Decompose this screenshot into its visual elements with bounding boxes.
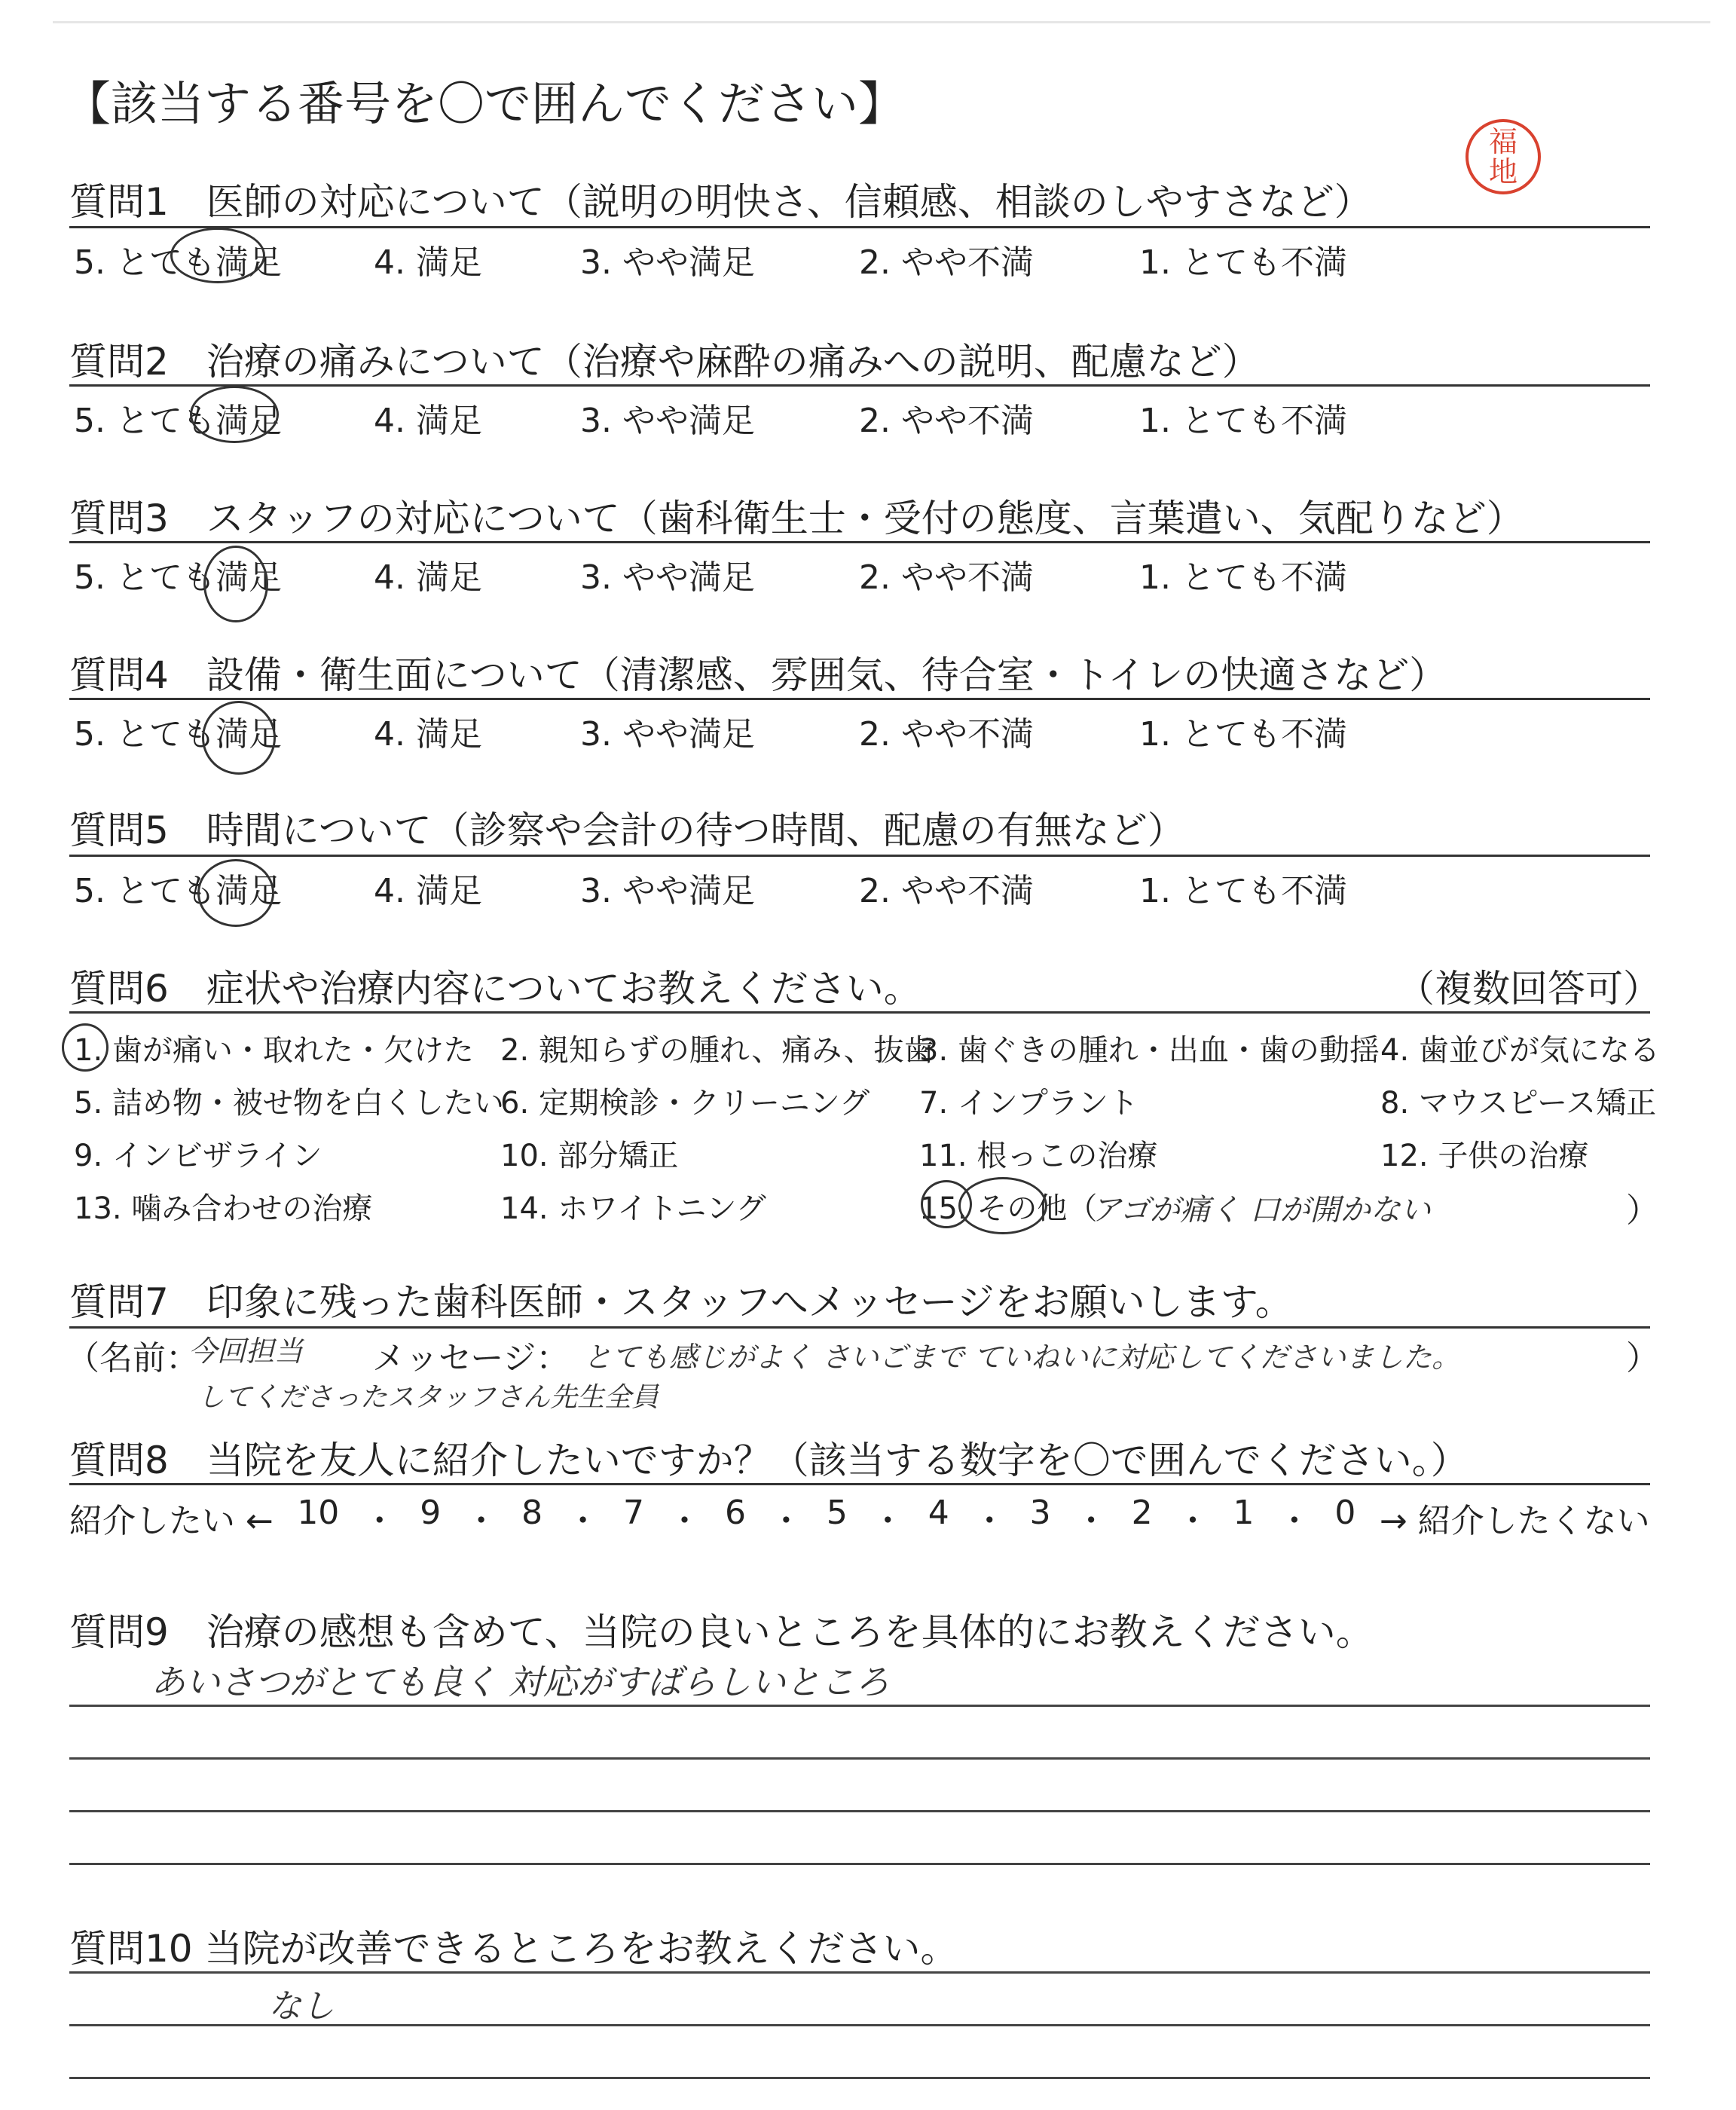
q5-option-2[interactable]: 2. やや不満 bbox=[859, 872, 1034, 910]
q7-message-handwritten: とても感じがよく さいごまで ていねいに対応してくださいました。 bbox=[583, 1341, 1461, 1374]
q8-scale bbox=[69, 1494, 1650, 1542]
seal-char-2: 地 bbox=[1488, 155, 1517, 188]
q9-answer-line-4 bbox=[69, 1863, 1650, 1865]
q7-name-handwritten-2: してくださったスタッフさん先生全員 bbox=[197, 1382, 659, 1413]
q6-option-11[interactable]: 11. 根っこの治療 bbox=[919, 1139, 1158, 1173]
q2-rule bbox=[69, 384, 1650, 387]
q2-option-5[interactable]: 5. とても満足 bbox=[74, 402, 282, 440]
q4-option-3[interactable]: 3. やや満足 bbox=[580, 715, 755, 754]
q8-scale-dot: ・ bbox=[464, 1502, 498, 1540]
q6-other-close-paren: ） bbox=[1626, 1191, 1659, 1230]
q7-name-label: （名前： bbox=[66, 1339, 199, 1378]
q1-rule bbox=[69, 226, 1650, 228]
q8-scale-right-label: → 紹介したくない bbox=[1379, 1502, 1650, 1540]
q7-close-paren: ） bbox=[1626, 1339, 1659, 1378]
q2-selection-circle bbox=[190, 386, 279, 443]
q6-option-13[interactable]: 13. 噛み合わせの治療 bbox=[74, 1191, 373, 1226]
q5-option-1[interactable]: 1. とても不満 bbox=[1139, 872, 1347, 910]
q6-other-circle bbox=[958, 1177, 1047, 1234]
q8-scale-dot: ・ bbox=[871, 1502, 905, 1540]
q1-option-3[interactable]: 3. やや満足 bbox=[580, 243, 755, 282]
seal-char-1: 福 bbox=[1488, 125, 1517, 158]
q5-option-4[interactable]: 4. 満足 bbox=[374, 872, 482, 910]
q3-option-4[interactable]: 4. 満足 bbox=[374, 558, 482, 597]
q9-answer-line-1 bbox=[69, 1705, 1650, 1707]
q10-heading: 質問10 当院が改善できるところをお教えください。 bbox=[69, 1927, 958, 1971]
q5-rule bbox=[69, 855, 1650, 857]
q1-heading: 質問1 医師の対応について（説明の明快さ、信頼感、相談のしやすさなど） bbox=[69, 180, 1372, 224]
q5-option-5[interactable]: 5. とても満足 bbox=[74, 872, 282, 910]
q8-scale-7[interactable]: 7 bbox=[623, 1494, 645, 1532]
q10-answer-handwritten: なし bbox=[268, 1987, 335, 2026]
q2-heading: 質問2 治療の痛みについて（治療や麻酔の痛みへの説明、配慮など） bbox=[69, 340, 1260, 384]
q1-option-2[interactable]: 2. やや不満 bbox=[859, 243, 1034, 282]
q8-scale-left-label: 紹介したい ← bbox=[69, 1502, 274, 1540]
q6-option-6[interactable]: 6. 定期検診・クリーニング bbox=[500, 1086, 870, 1121]
q6-option-2[interactable]: 2. 親知らずの腫れ、痛み、抜歯 bbox=[500, 1033, 934, 1068]
q8-scale-10[interactable]: 10 bbox=[297, 1494, 340, 1532]
q8-scale-5[interactable]: 5 bbox=[826, 1494, 848, 1532]
q8-scale-3[interactable]: 3 bbox=[1029, 1494, 1051, 1532]
q6-option-12[interactable]: 12. 子供の治療 bbox=[1380, 1139, 1589, 1173]
q4-option-2[interactable]: 2. やや不満 bbox=[859, 715, 1034, 754]
q6-option-14[interactable]: 14. ホワイトニング bbox=[500, 1191, 766, 1226]
q6-heading: 質問6 症状や治療内容についてお教えください。 bbox=[69, 967, 921, 1011]
q7-message-label: メッセージ： bbox=[372, 1339, 570, 1378]
q8-scale-dot: ・ bbox=[668, 1502, 701, 1540]
q1-option-4[interactable]: 4. 満足 bbox=[374, 243, 482, 282]
q9-answer-line-3 bbox=[69, 1810, 1650, 1812]
q8-scale-dot: ・ bbox=[362, 1502, 396, 1540]
q8-scale-dot: ・ bbox=[1176, 1502, 1210, 1540]
q10-answer-line-2 bbox=[69, 2024, 1650, 2026]
q4-heading: 質問4 設備・衛生面について（清潔感、雰囲気、待合室・トイレの快適さなど） bbox=[69, 653, 1447, 697]
q8-scale-dot: ・ bbox=[566, 1502, 600, 1540]
q2-option-3[interactable]: 3. やや満足 bbox=[580, 402, 755, 440]
q4-option-1[interactable]: 1. とても不満 bbox=[1139, 715, 1347, 754]
q6-option-9[interactable]: 9. インビザライン bbox=[74, 1139, 322, 1173]
q6-option-7[interactable]: 7. インプラント bbox=[919, 1086, 1138, 1121]
q3-rule bbox=[69, 541, 1650, 543]
q2-option-1[interactable]: 1. とても不満 bbox=[1139, 402, 1347, 440]
q5-selection-circle bbox=[197, 859, 274, 927]
q6-other-handwritten: アゴが痛く 口が開かない bbox=[1091, 1193, 1431, 1228]
q8-rule bbox=[69, 1483, 1650, 1485]
q9-answer-handwritten: あいさつがとても良く 対応がすばらしいところ bbox=[151, 1662, 890, 1702]
q8-scale-6[interactable]: 6 bbox=[724, 1494, 746, 1532]
q3-option-5[interactable]: 5. とても満足 bbox=[74, 558, 282, 597]
q8-scale-8[interactable]: 8 bbox=[521, 1494, 543, 1532]
q8-scale-4[interactable]: 4 bbox=[928, 1494, 949, 1532]
q6-option-5[interactable]: 5. 詰め物・被せ物を白くしたい bbox=[74, 1086, 504, 1121]
q4-option-5[interactable]: 5. とても満足 bbox=[74, 715, 282, 754]
q8-scale-0[interactable]: 0 bbox=[1334, 1494, 1356, 1532]
q3-option-1[interactable]: 1. とても不満 bbox=[1139, 558, 1347, 597]
q6-option-15[interactable]: 15. その他（ bbox=[919, 1191, 1098, 1226]
q1-option-1[interactable]: 1. とても不満 bbox=[1139, 243, 1347, 282]
q5-heading: 質問5 時間について（診察や会計の待つ時間、配慮の有無など） bbox=[69, 809, 1185, 852]
q8-scale-dot: ・ bbox=[1277, 1502, 1311, 1540]
q5-option-3[interactable]: 3. やや満足 bbox=[580, 872, 755, 910]
q6-option-1-circle bbox=[62, 1023, 108, 1072]
q8-scale-dot: ・ bbox=[1074, 1502, 1108, 1540]
q8-scale-dot: ・ bbox=[973, 1502, 1007, 1540]
q6-option-8[interactable]: 8. マウスピース矯正 bbox=[1380, 1086, 1657, 1121]
form-title: 【該当する番号を〇で囲んでください】 bbox=[64, 76, 906, 131]
q8-scale-dot: ・ bbox=[769, 1502, 803, 1540]
q4-selection-circle bbox=[202, 701, 276, 775]
q6-rule bbox=[69, 1011, 1650, 1014]
q3-option-2[interactable]: 2. やや不満 bbox=[859, 558, 1034, 597]
q4-rule bbox=[69, 698, 1650, 700]
q9-heading: 質問9 治療の感想も含めて、当院の良いところを具体的にお教えください。 bbox=[69, 1610, 1374, 1654]
q10-answer-line-3 bbox=[69, 2077, 1650, 2079]
q6-option-1[interactable]: 1. 歯が痛い・取れた・欠けた bbox=[74, 1033, 474, 1068]
q1-selection-circle bbox=[170, 228, 265, 283]
q3-heading: 質問3 スタッフの対応について（歯科衛生士・受付の態度、言葉遣い、気配りなど） bbox=[69, 497, 1524, 540]
q6-option-10[interactable]: 10. 部分矯正 bbox=[500, 1139, 679, 1173]
q7-heading: 質問7 印象に残った歯科医師・スタッフへメッセージをお願いします。 bbox=[69, 1280, 1293, 1324]
q8-scale-2[interactable]: 2 bbox=[1131, 1494, 1153, 1532]
q3-selection-circle bbox=[203, 546, 268, 622]
q7-rule bbox=[69, 1326, 1650, 1329]
q6-option-4[interactable]: 4. 歯並びが気になる bbox=[1380, 1033, 1660, 1068]
q1-option-5[interactable]: 5. とても満足 bbox=[74, 243, 282, 282]
q8-scale-9[interactable]: 9 bbox=[420, 1494, 442, 1532]
clinic-seal-stamp bbox=[1466, 119, 1541, 194]
q10-answer-line-1 bbox=[69, 1971, 1650, 1974]
q2-option-2[interactable]: 2. やや不満 bbox=[859, 402, 1034, 440]
q7-name-handwritten-1: 今回担当 bbox=[188, 1335, 304, 1368]
q3-option-3[interactable]: 3. やや満足 bbox=[580, 558, 755, 597]
q6-option-3[interactable]: 3. 歯ぐきの腫れ・出血・歯の動揺 bbox=[919, 1033, 1380, 1068]
page-top-line bbox=[53, 21, 1710, 23]
q4-option-4[interactable]: 4. 満足 bbox=[374, 715, 482, 754]
q8-scale-1[interactable]: 1 bbox=[1233, 1494, 1255, 1532]
q8-heading: 質問8 当院を友人に紹介したいですか？（該当する数字を〇で囲んでください。） bbox=[69, 1439, 1469, 1482]
q6-multiple-answers-note: （複数回答可） bbox=[1397, 967, 1661, 1011]
q9-answer-line-2 bbox=[69, 1757, 1650, 1760]
q2-option-4[interactable]: 4. 満足 bbox=[374, 402, 482, 440]
